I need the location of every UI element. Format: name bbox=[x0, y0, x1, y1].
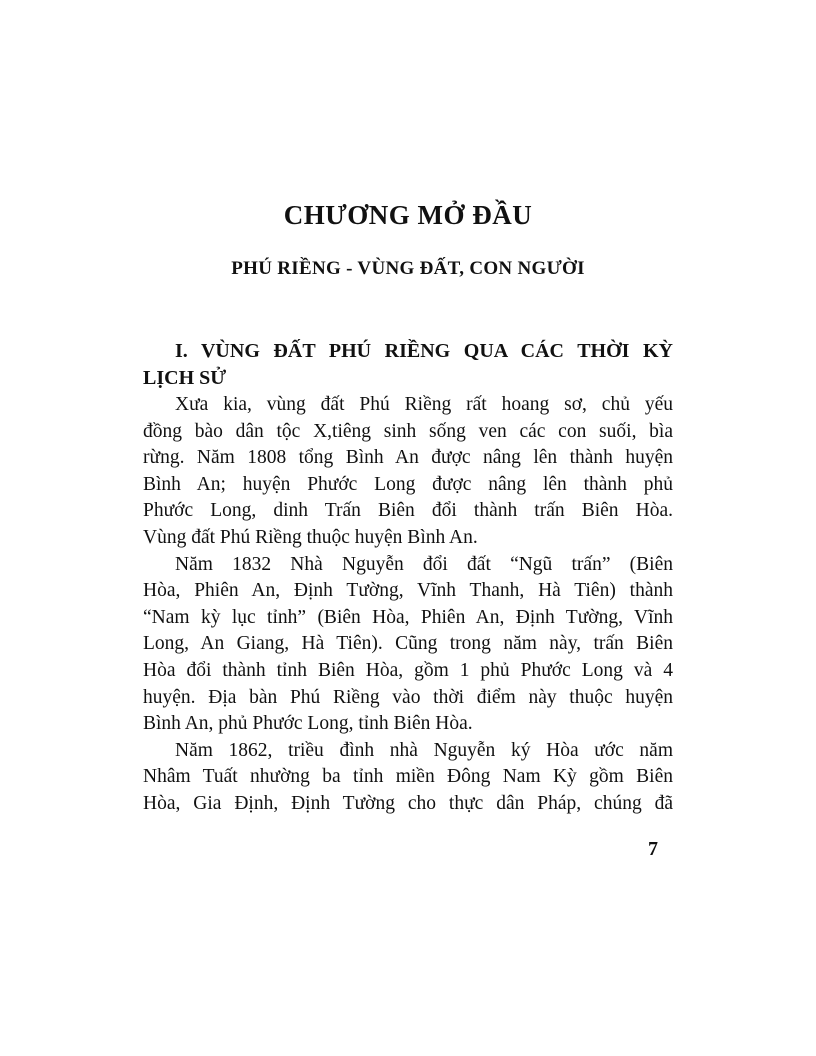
chapter-subtitle: PHÚ RIỀNG - VÙNG ĐẤT, CON NGƯỜI bbox=[231, 258, 585, 279]
text-line: Năm 1862, triều đình nhà Nguyễn ký Hòa ước năm bbox=[175, 739, 673, 761]
chapter-title: CHƯƠNG MỞ ĐẦU bbox=[283, 200, 533, 230]
text-line: rừng. Năm 1808 tổng Bình An được nâng lên thành huyện bbox=[143, 447, 673, 469]
text-line: huyện. Địa bàn Phú Riềng vào thời điểm này thuộc huyện bbox=[143, 686, 673, 708]
paragraph bbox=[143, 738, 673, 818]
text-line: Hòa đổi thành tỉnh Biên Hòa, gồm 1 phủ Phước Long và 4 bbox=[143, 659, 673, 681]
text-line: Long, An Giang, Hà Tiên). Cũng trong năm này, trấn Biên bbox=[143, 633, 673, 655]
text-line: Phước Long, dinh Trấn Biên đổi thành trấn Biên Hòa. bbox=[143, 500, 673, 522]
text-line: Bình An, phủ Phước Long, tỉnh Biên Hòa. bbox=[143, 713, 473, 735]
section-heading bbox=[143, 338, 673, 392]
paragraph bbox=[143, 552, 673, 738]
text-line: Vùng đất Phú Riềng thuộc huyện Bình An. bbox=[143, 526, 478, 548]
section-heading-line: I. VÙNG ĐẤT PHÚ RIỀNG QUA CÁC THỜI KỲ bbox=[175, 340, 673, 362]
text-line: Hòa, Phiên An, Định Tường, Vĩnh Thanh, Hà Tiên) thành bbox=[143, 580, 673, 602]
section-heading-line: LỊCH SỬ bbox=[143, 367, 227, 389]
text-line: Nhâm Tuất nhường ba tỉnh miền Đông Nam Kỳ gồm Biên bbox=[143, 766, 673, 788]
text-line: Bình An; huyện Phước Long được nâng lên thành phủ bbox=[143, 473, 673, 495]
text-line: “Nam kỳ lục tỉnh” (Biên Hòa, Phiên An, Định Tường, Vĩnh bbox=[143, 606, 673, 628]
text-line: đồng bào dân tộc X,tiêng sinh sống ven các con suối, bìa bbox=[143, 420, 673, 442]
body-text bbox=[143, 392, 673, 818]
text-line: Xưa kia, vùng đất Phú Riềng rất hoang sơ, chủ yếu bbox=[175, 394, 673, 415]
paragraph bbox=[143, 392, 673, 552]
text-line: Hòa, Gia Định, Định Tường cho thực dân Pháp, chúng đã bbox=[143, 792, 673, 814]
text-line: Năm 1832 Nhà Nguyễn đổi đất “Ngũ trấn” (Biên bbox=[175, 553, 673, 575]
page-number: 7 bbox=[648, 838, 658, 860]
